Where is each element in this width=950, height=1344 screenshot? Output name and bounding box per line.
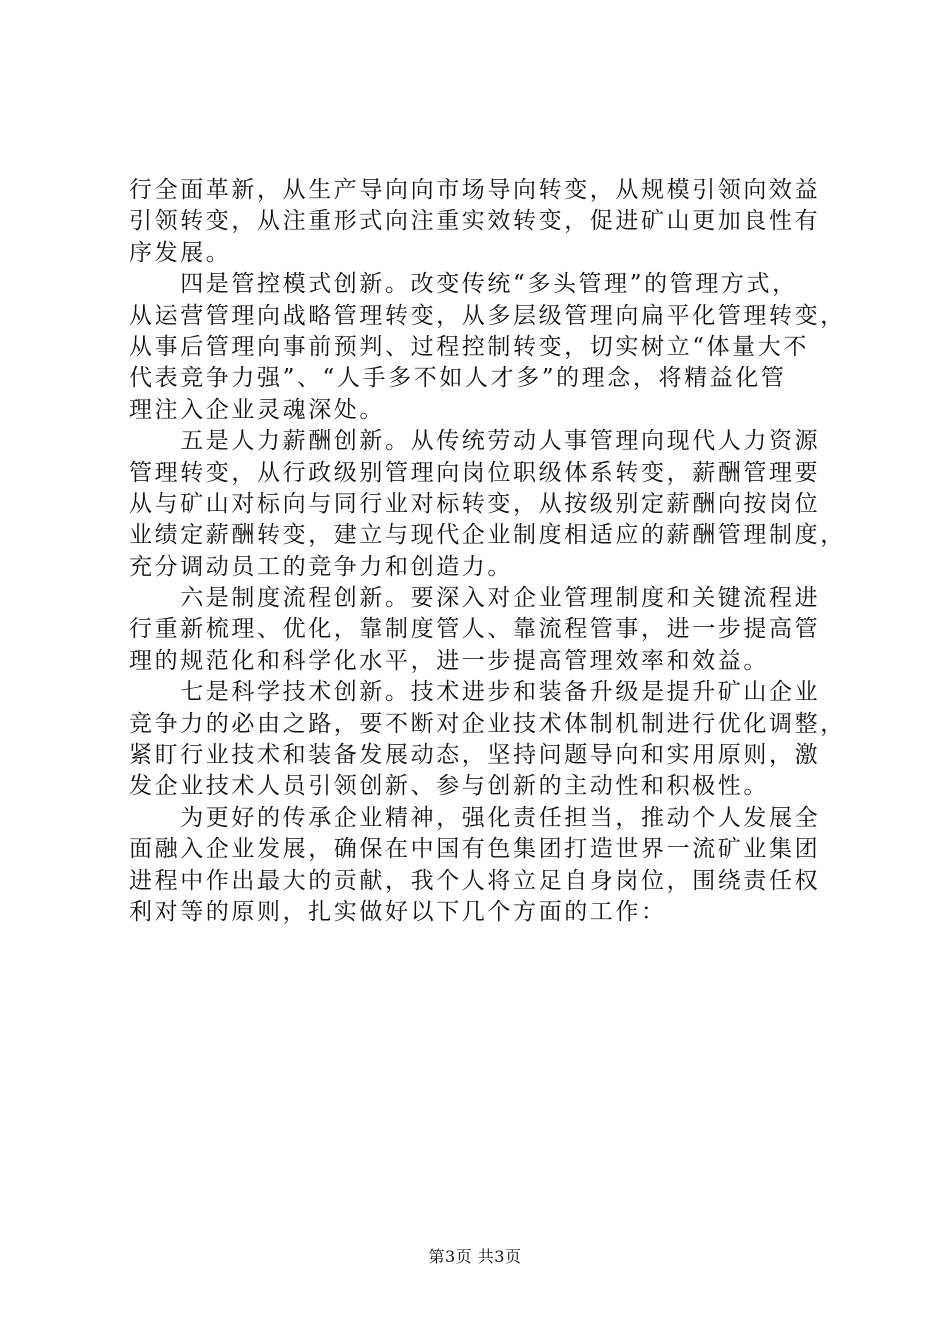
text-line: 行重新梳理、优化，靠制度管人、靠流程管事，进一步提高管 [129,616,821,643]
text-line: 理注入企业灵魂深处。 [129,396,385,423]
text-line: 面融入企业发展，确保在中国有色集团打造世界一流矿业集团 [129,836,821,863]
text-line: 引领转变，从注重形式向注重实效转变，促进矿山更加良性有 [129,208,821,235]
text-line: 进程中作出最大的贡献，我个人将立足自身岗位，围绕责任权 [129,867,821,894]
text-line: 发企业技术人员引领创新、参与创新的主动性和积极性。 [129,773,769,800]
text-line: 业绩定薪酬转变，建立与现代企业制度相适应的薪酬管理制度， [129,522,846,549]
text-line: 从运营管理向战略管理转变，从多层级管理向扁平化管理转变， [129,302,846,329]
page-footer [0,1244,950,1267]
text-line: 行全面革新，从生产导向向市场导向转变，从规模引领向效益 [129,177,821,203]
text-line: 竞争力的必由之路，要不断对企业技术体制机制进行优化调整， [129,710,846,737]
document-body [129,175,846,928]
text-line: 序发展。 [129,239,232,266]
text-line: 紧盯行业技术和装备发展动态，坚持问题导向和实用原则，激 [129,742,821,769]
text-line: 代表竞争力强”、“人手多不如人才多”的理念，将精益化管 [129,365,787,392]
text-line: 利对等的原则，扎实做好以下几个方面的工作： [129,898,667,925]
text-line: 五是人力薪酬创新。从传统劳动人事管理向现代人力资源 [129,428,821,455]
text-line: 从与矿山对标向与同行业对标转变，从按级别定薪酬向按岗位 [129,490,821,517]
text-line: 七是科学技术创新。技术进步和装备升级是提升矿山企业 [129,679,821,706]
text-line: 充分调动员工的竞争力和创造力。 [129,553,513,580]
page-number: 第3页 共3页 [428,1247,522,1266]
text-line: 从事后管理向事前预判、过程控制转变，切实树立“体量大不 [129,333,809,360]
text-line: 管理转变，从行政级别管理向岗位职级体系转变，薪酬管理要 [129,459,821,486]
text-line: 理的规范化和科学化水平，进一步提高管理效率和效益。 [129,647,769,674]
text-line: 六是制度流程创新。要深入对企业管理制度和关键流程进 [129,585,821,612]
text-line: 四是管控模式创新。改变传统“多头管理”的管理方式， [129,271,798,298]
text-line: 为更好的传承企业精神，强化责任担当，推动个人发展全 [129,804,821,831]
